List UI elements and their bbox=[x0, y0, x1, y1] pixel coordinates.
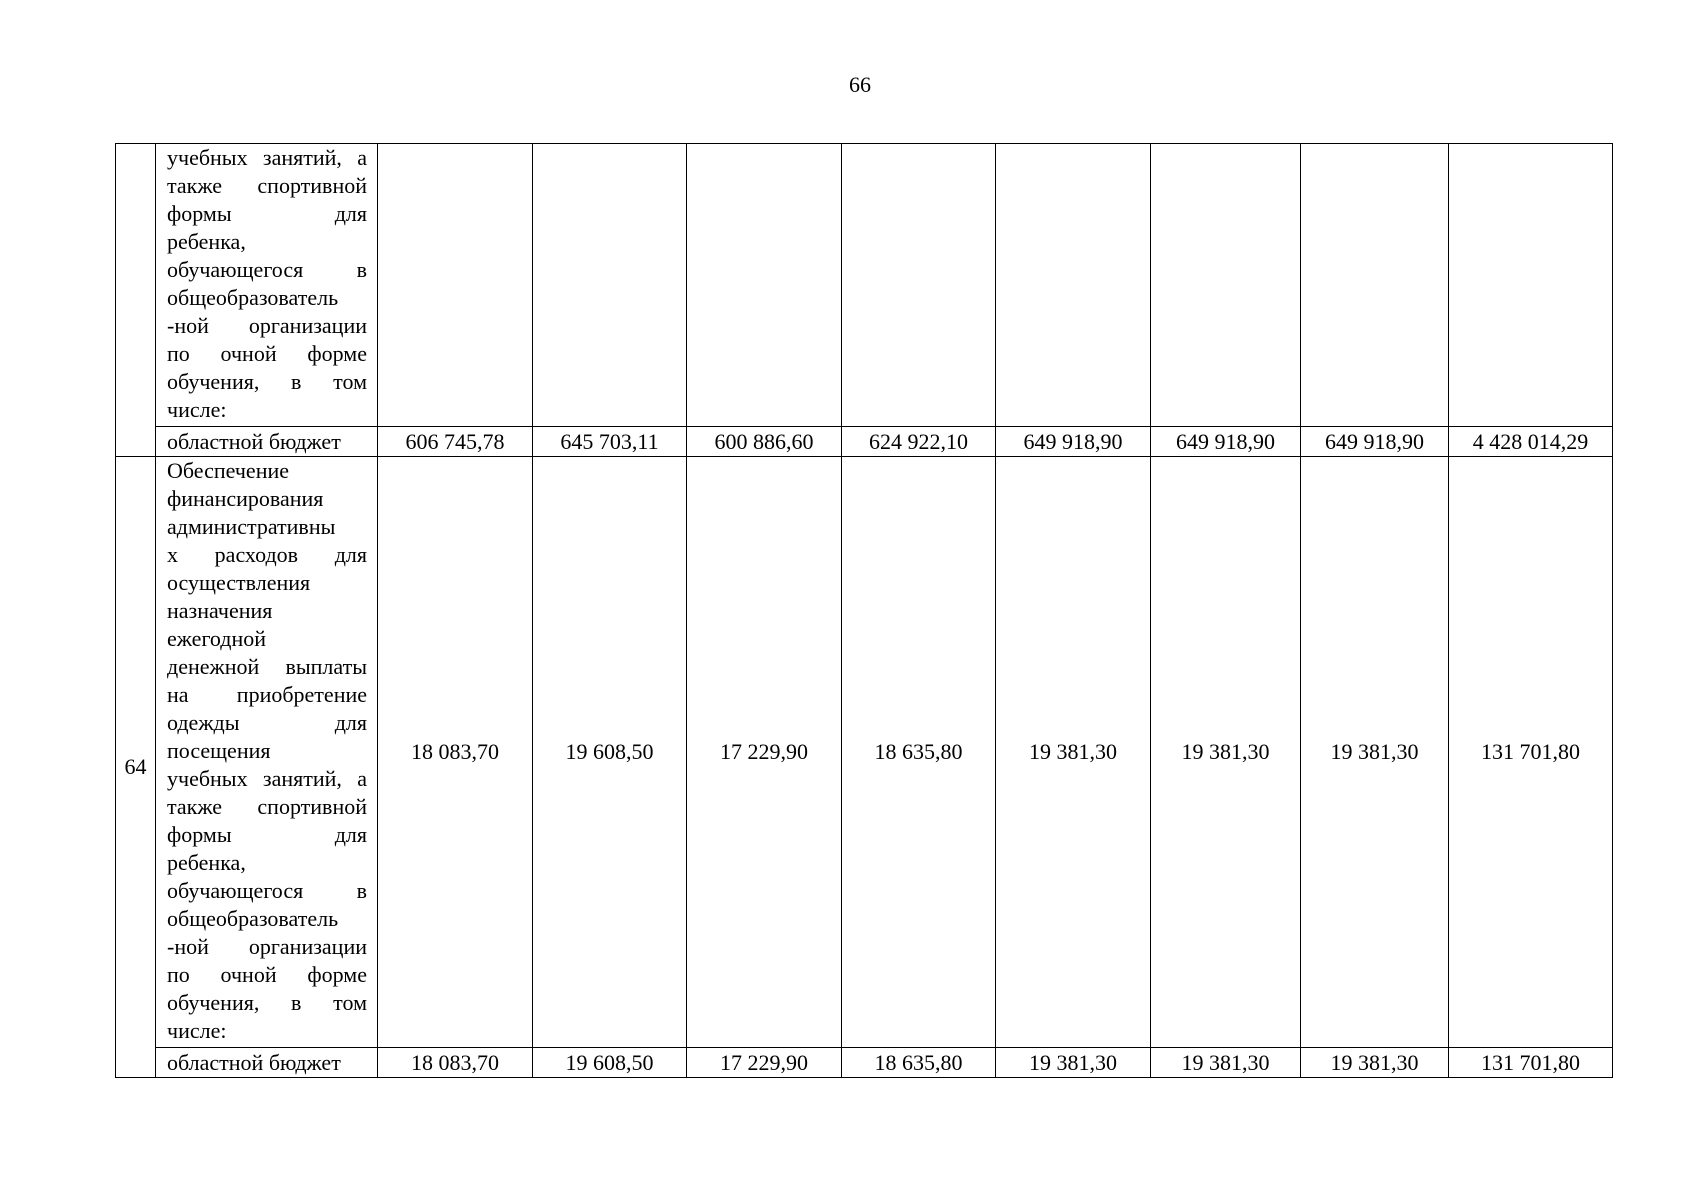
value-cell: 19 381,30 bbox=[996, 457, 1151, 1048]
description-line: обучающегося в bbox=[167, 878, 367, 903]
description-line: ежегодной bbox=[167, 626, 267, 651]
page-number: 66 bbox=[849, 72, 871, 97]
source-value-cell: 649 918,90 bbox=[996, 427, 1151, 457]
source-value-cell: 4 428 014,29 bbox=[1449, 427, 1613, 457]
source-value-cell: 19 381,30 bbox=[1301, 1048, 1449, 1078]
description-line: х расходов для bbox=[167, 542, 367, 567]
source-value-cell: 19 381,30 bbox=[1151, 1048, 1301, 1078]
budget-table bbox=[115, 143, 1613, 1078]
value-cell bbox=[687, 144, 842, 427]
source-value-cell: 600 886,60 bbox=[687, 427, 842, 457]
value-cell: 19 608,50 bbox=[533, 457, 687, 1048]
description-line: формы для bbox=[167, 822, 367, 847]
description-line: одежды для bbox=[167, 710, 367, 735]
description-line: финансирования bbox=[167, 486, 324, 511]
value-cell: 18 635,80 bbox=[842, 457, 996, 1048]
description-line: обучающегося в bbox=[167, 257, 367, 282]
value-cell bbox=[533, 144, 687, 427]
value-cell bbox=[996, 144, 1151, 427]
value-cell bbox=[1301, 144, 1449, 427]
source-value-cell: 18 635,80 bbox=[842, 1048, 996, 1078]
value-cell: 18 083,70 bbox=[378, 457, 533, 1048]
description-line: числе: bbox=[167, 397, 227, 422]
value-cell: 17 229,90 bbox=[687, 457, 842, 1048]
description-line: -ной организации bbox=[167, 934, 367, 959]
description-line: по очной форме bbox=[167, 962, 367, 987]
description-line: денежной выплаты bbox=[167, 654, 367, 679]
source-value-cell: 18 083,70 bbox=[378, 1048, 533, 1078]
value-cell bbox=[1449, 144, 1613, 427]
description-line: также спортивной bbox=[167, 794, 367, 819]
table-row bbox=[116, 457, 1613, 1048]
description-line: на приобретение bbox=[167, 682, 367, 707]
description-line: общеобразователь bbox=[167, 285, 339, 310]
value-cell bbox=[842, 144, 996, 427]
description-line: обучения, в том bbox=[167, 990, 367, 1015]
value-cell bbox=[1151, 144, 1301, 427]
row-number bbox=[116, 144, 156, 457]
description-line: по очной форме bbox=[167, 341, 367, 366]
row-description bbox=[156, 144, 378, 427]
row-description bbox=[156, 457, 378, 1048]
table-row bbox=[116, 144, 1613, 427]
description-line: обучения, в том bbox=[167, 369, 367, 394]
description-line: также спортивной bbox=[167, 173, 367, 198]
description-line: -ной организации bbox=[167, 313, 367, 338]
table-row bbox=[116, 427, 1613, 457]
source-value-cell: 649 918,90 bbox=[1301, 427, 1449, 457]
description-line: числе: bbox=[167, 1018, 227, 1043]
value-cell bbox=[378, 144, 533, 427]
description-line: ребенка, bbox=[167, 229, 246, 254]
description-line: посещения bbox=[167, 738, 271, 763]
source-value-cell: 606 745,78 bbox=[378, 427, 533, 457]
table-row bbox=[116, 1048, 1613, 1078]
source-value-cell: 645 703,11 bbox=[533, 427, 687, 457]
source-value-cell: 131 701,80 bbox=[1449, 1048, 1613, 1078]
source-value-cell: 17 229,90 bbox=[687, 1048, 842, 1078]
description-line: Обеспечение bbox=[167, 458, 289, 483]
description-line: осуществления bbox=[167, 570, 311, 595]
value-cell: 131 701,80 bbox=[1449, 457, 1613, 1048]
funding-source: областной бюджет bbox=[156, 427, 378, 457]
value-cell: 19 381,30 bbox=[1301, 457, 1449, 1048]
source-value-cell: 19 381,30 bbox=[996, 1048, 1151, 1078]
description-line: учебных занятий, а bbox=[167, 145, 367, 170]
description-line: учебных занятий, а bbox=[167, 766, 367, 791]
description-line: назначения bbox=[167, 598, 273, 623]
table-body bbox=[116, 144, 1613, 1078]
description-line: формы для bbox=[167, 201, 367, 226]
value-cell: 19 381,30 bbox=[1151, 457, 1301, 1048]
funding-source: областной бюджет bbox=[156, 1048, 378, 1078]
description-line: административны bbox=[167, 514, 336, 539]
source-value-cell: 624 922,10 bbox=[842, 427, 996, 457]
row-number: 64 bbox=[116, 457, 156, 1078]
source-value-cell: 649 918,90 bbox=[1151, 427, 1301, 457]
description-line: ребенка, bbox=[167, 850, 246, 875]
source-value-cell: 19 608,50 bbox=[533, 1048, 687, 1078]
description-line: общеобразователь bbox=[167, 906, 339, 931]
